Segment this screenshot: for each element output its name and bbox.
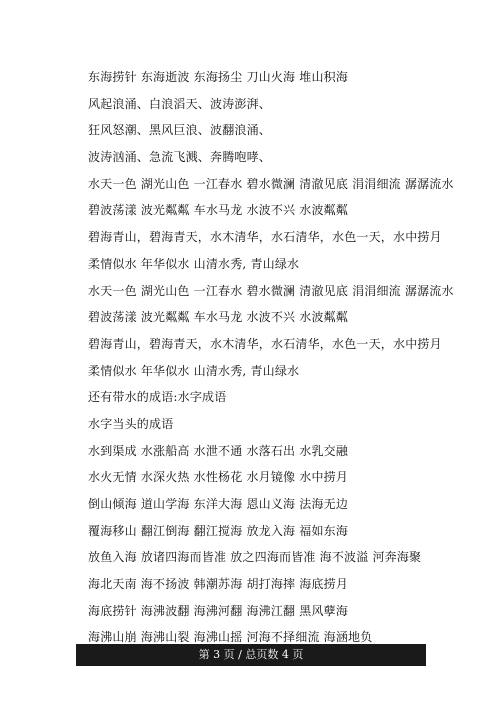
text-line: 覆海移山 翻江倒海 翻江搅海 放龙入海 福如东海 xyxy=(88,523,349,538)
text-line: 海底捞针 海沸波翻 海沸河翻 海沸江翻 黑风孽海 xyxy=(88,603,349,618)
text-line: 狂风怒潮、黑风巨浪、波翻浪涌、 xyxy=(88,123,272,138)
text-line: 还有带水的成语:水字成语 xyxy=(88,390,227,405)
text-line: 碧波荡漾 波光粼粼 车水马龙 水波不兴 水波粼粼 xyxy=(88,310,349,325)
text-line: 水火无情 水深火热 水性杨花 水月镜像 水中捞月 xyxy=(88,470,349,485)
text-line: 波涛汹涌、急流飞溅、奔腾咆哮、 xyxy=(88,150,272,165)
text-line: 风起浪涌、白浪滔天、波涛澎湃、 xyxy=(88,96,272,111)
text-line: 海北天南 海不扬波 韩潮苏海 胡打海摔 海底捞月 xyxy=(88,577,349,592)
text-line: 碧波荡漾 波光粼粼 车水马龙 水波不兴 水波粼粼 xyxy=(88,203,349,218)
text-line: 东海捞针 东海逝波 东海扬尘 刀山火海 堆山积海 xyxy=(88,70,349,84)
text-line: 碧海青山，碧海青天，水木清华，水石清华，水色一天，水中捞月 xyxy=(88,230,442,245)
document-body xyxy=(88,64,488,651)
text-line: 水天一色 湖光山色 一江春水 碧水微澜 清澈见底 涓涓细流 潺潺流水 xyxy=(88,176,454,191)
text-line: 水到渠成 水涨船高 水泄不通 水落石出 水乳交融 xyxy=(88,443,349,458)
text-line: 海沸山崩 海沸山裂 海沸山摇 河海不择细流 海涵地负 xyxy=(88,630,373,645)
text-line: 水字当头的成语 xyxy=(88,416,174,431)
page-footer xyxy=(76,644,426,666)
text-line: 倒山倾海 道山学海 东洋大海 恩山义海 法海无边 xyxy=(88,497,349,511)
text-line: 碧海青山，碧海青天，水木清华，水石清华，水色一天，水中捞月 xyxy=(88,336,442,351)
page-number-label: 第 3 页 / 总页数 4 页 xyxy=(198,648,304,661)
text-line: 水天一色 湖光山色 一江春水 碧水微澜 清澈见底 涓涓细流 潺潺流水 xyxy=(88,283,454,298)
text-line: 放鱼入海 放诸四海而皆准 放之四海而皆准 海不波溢 河奔海聚 xyxy=(88,550,422,565)
text-line: 柔情似水 年华似水 山清水秀, 青山绿水 xyxy=(88,256,300,271)
text-line: 柔情似水 年华似水 山清水秀, 青山绿水 xyxy=(88,363,300,378)
